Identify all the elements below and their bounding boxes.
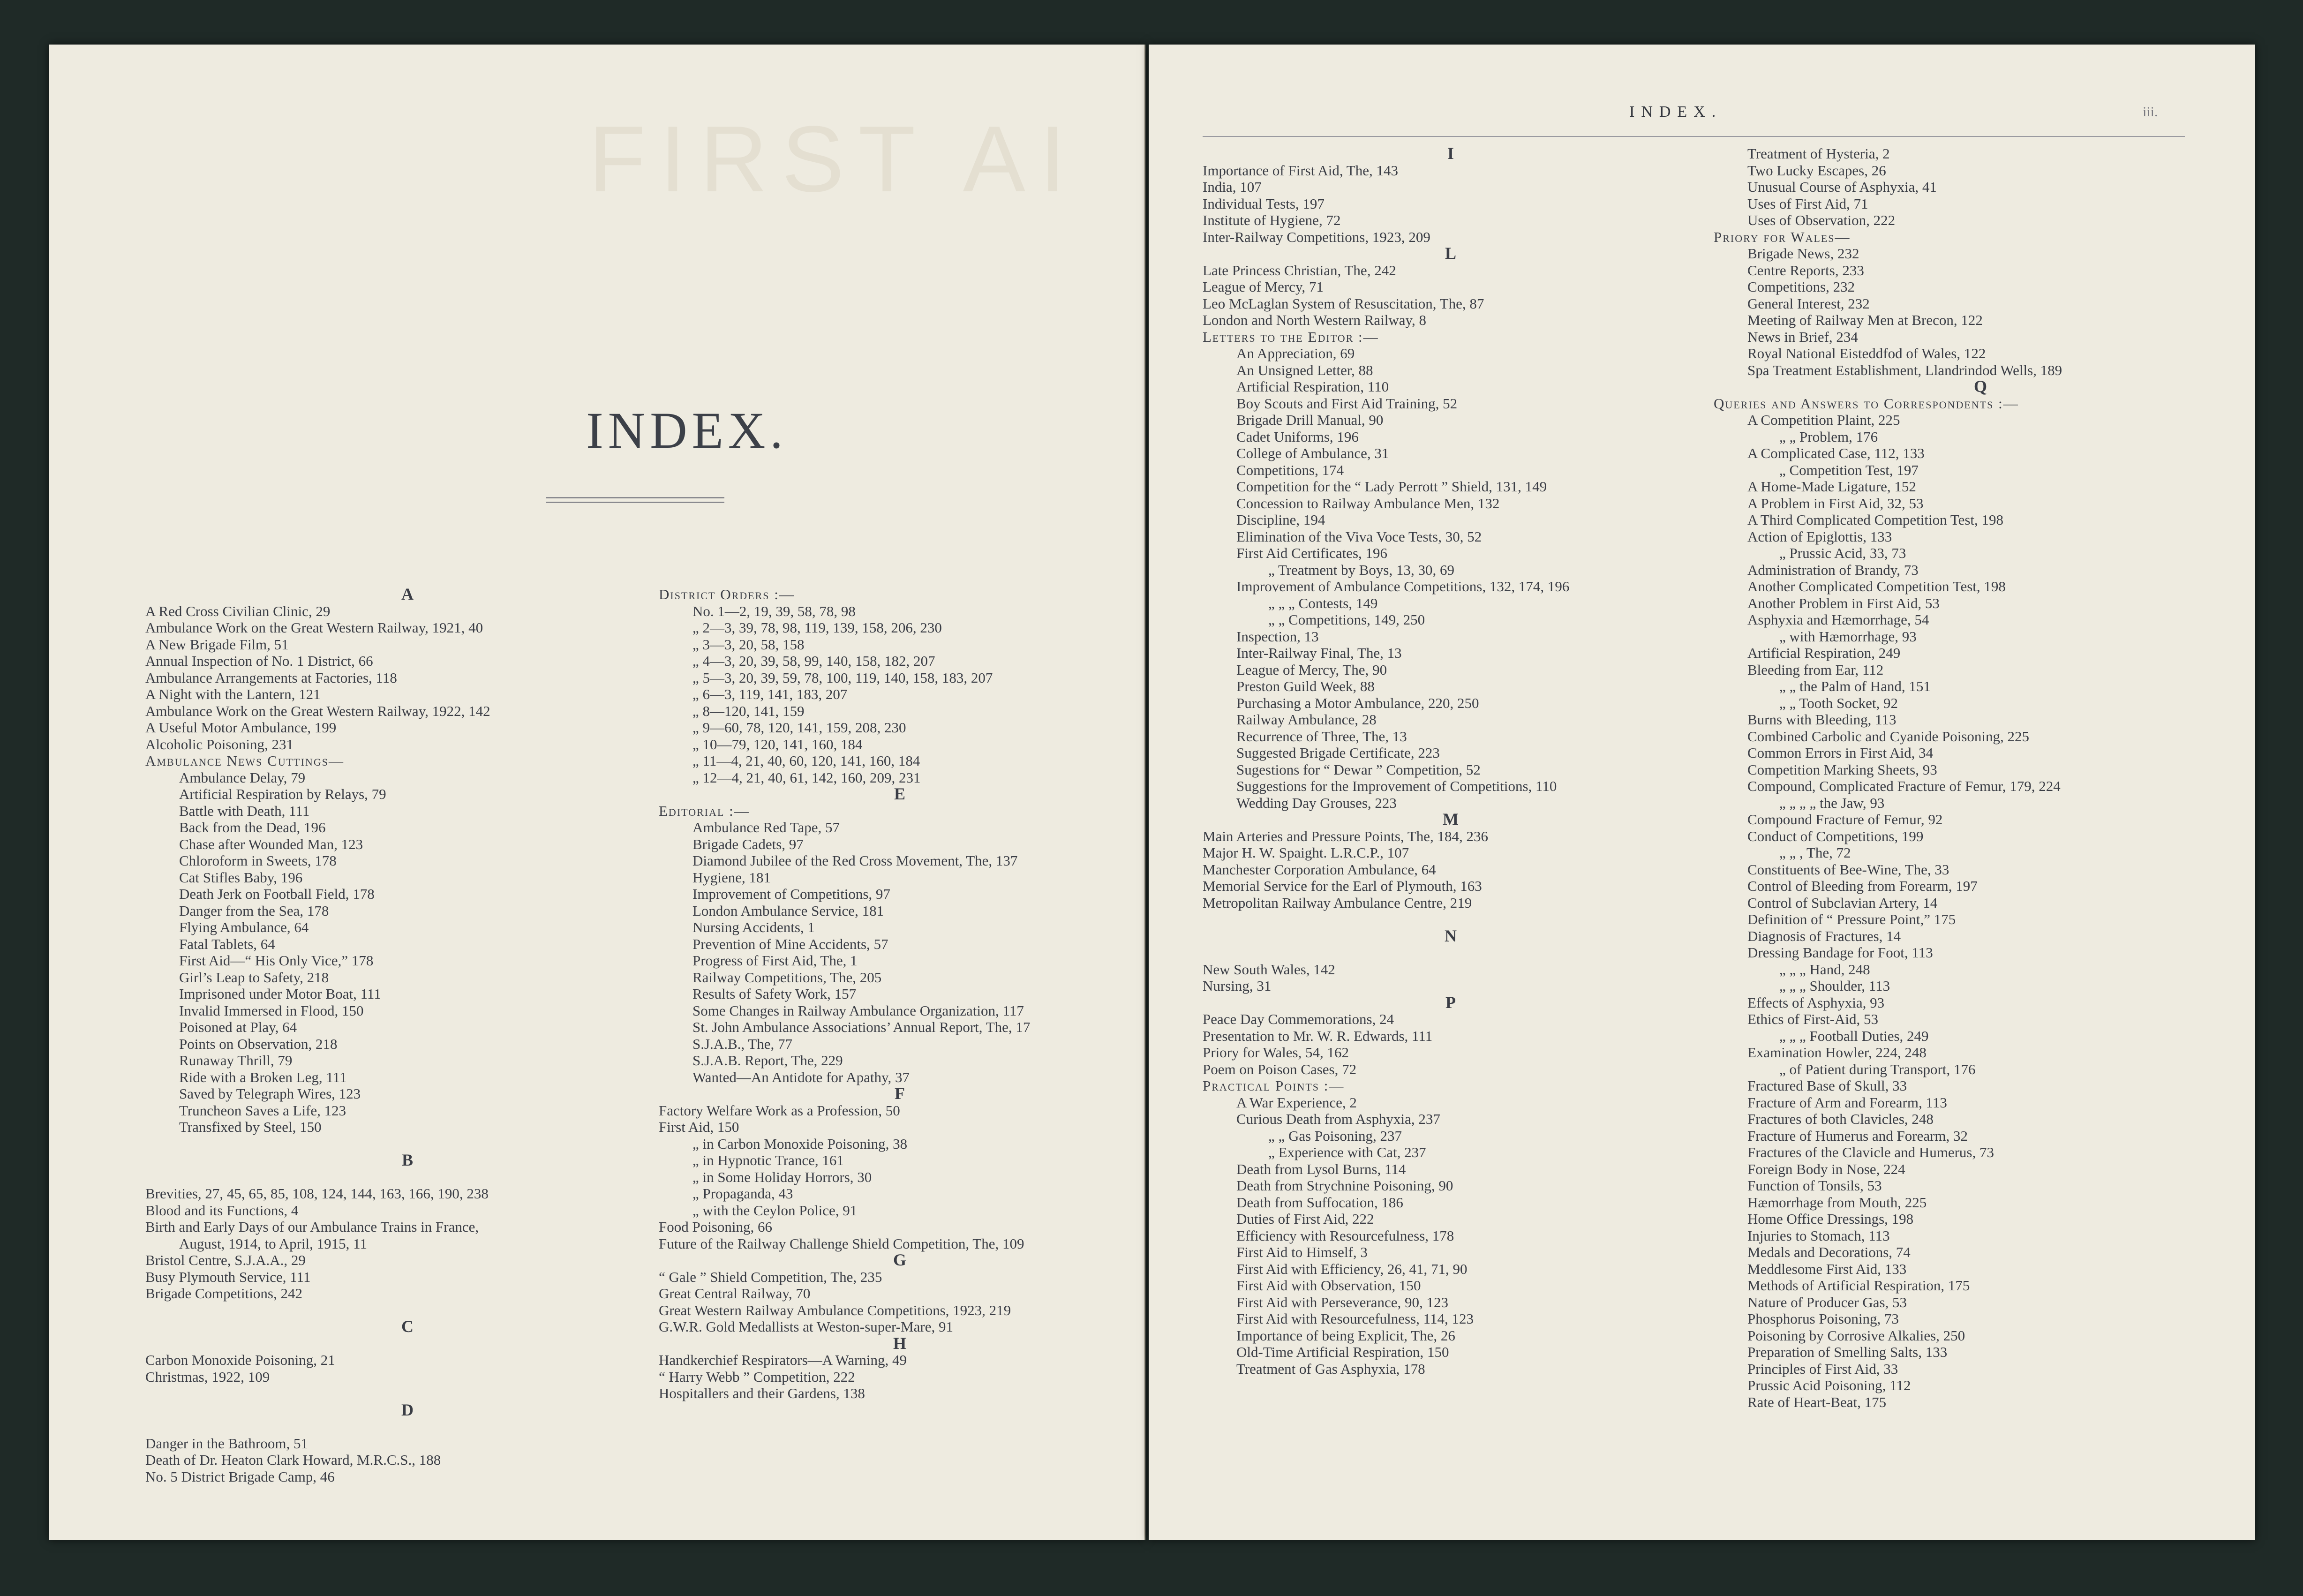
index-entry: „ in Hypnotic Trance, 161 bbox=[692, 1152, 844, 1168]
index-entry: „ 9—60, 78, 120, 141, 159, 208, 230 bbox=[692, 719, 906, 736]
index-entry: Diagnosis of Fractures, 14 bbox=[1747, 927, 1901, 944]
index-entry: Alcoholic Poisoning, 231 bbox=[145, 736, 294, 753]
section-letter: D bbox=[401, 1400, 414, 1419]
spacer bbox=[1203, 911, 1700, 928]
index-entry: Methods of Artificial Respiration, 175 bbox=[1747, 1277, 1970, 1294]
index-entry: Fracture of Arm and Forearm, 113 bbox=[1747, 1094, 1947, 1111]
index-entry: „ Competition Test, 197 bbox=[1779, 461, 1919, 478]
index-entry: „ 11—4, 21, 40, 60, 120, 141, 160, 184 bbox=[692, 753, 920, 769]
section-letter: L bbox=[1445, 244, 1457, 263]
index-entry: Principles of First Aid, 33 bbox=[1747, 1360, 1898, 1377]
index-entry: Injuries to Stomach, 113 bbox=[1747, 1227, 1890, 1244]
index-entry: A New Brigade Film, 51 bbox=[145, 636, 289, 653]
index-entry: Efficiency with Resourcefulness, 178 bbox=[1236, 1227, 1454, 1244]
index-entry: District Orders :— bbox=[659, 586, 795, 602]
index-entry: Results of Safety Work, 157 bbox=[692, 986, 857, 1002]
index-entry: S.J.A.B., The, 77 bbox=[692, 1035, 793, 1052]
index-entry: Bristol Centre, S.J.A.A., 29 bbox=[145, 1252, 306, 1268]
index-entry: Practical Points :— bbox=[1203, 1077, 1345, 1094]
index-entry: Concession to Railway Ambulance Men, 132 bbox=[1236, 495, 1500, 512]
index-entry: Nursing Accidents, 1 bbox=[692, 919, 815, 935]
page-number: iii. bbox=[2143, 104, 2158, 120]
index-entry: First Aid—“ His Only Vice,” 178 bbox=[179, 952, 374, 969]
index-entry: First Aid, 150 bbox=[659, 1119, 739, 1135]
index-entry: Importance of being Explicit, The, 26 bbox=[1236, 1327, 1455, 1344]
index-entry: Administration of Brandy, 73 bbox=[1747, 561, 1919, 578]
index-entry: Some Changes in Railway Ambulance Organization, 117 bbox=[692, 1002, 1024, 1019]
index-entry: „ „ Gas Poisoning, 237 bbox=[1268, 1127, 1402, 1144]
index-entry: A Night with the Lantern, 121 bbox=[145, 686, 321, 702]
index-entry: Blood and its Functions, 4 bbox=[145, 1202, 299, 1219]
index-entry: “ Gale ” Shield Competition, The, 235 bbox=[659, 1268, 882, 1285]
index-entry: Two Lucky Escapes, 26 bbox=[1747, 162, 1886, 179]
index-entry: London Ambulance Service, 181 bbox=[692, 902, 884, 919]
index-entry: Brigade Drill Manual, 90 bbox=[1236, 412, 1384, 428]
index-entry: Saved by Telegraph Wires, 123 bbox=[179, 1085, 361, 1102]
index-entry: College of Ambulance, 31 bbox=[1236, 445, 1389, 461]
index-entry: Death of Dr. Heaton Clark Howard, M.R.C.S., 188 bbox=[145, 1452, 441, 1468]
index-entry: Uses of First Aid, 71 bbox=[1747, 195, 1868, 212]
index-entry: Treatment of Hysteria, 2 bbox=[1747, 145, 1890, 162]
index-entry: Hygiene, 181 bbox=[692, 869, 771, 886]
index-entry: League of Mercy, The, 90 bbox=[1236, 661, 1387, 678]
index-entry: Spa Treatment Establishment, Llandrindod Wells, 189 bbox=[1747, 361, 2062, 378]
index-entry: Battle with Death, 111 bbox=[179, 802, 310, 819]
index-entry: Examination Howler, 224, 248 bbox=[1747, 1044, 1927, 1061]
index-entry: New South Wales, 142 bbox=[1203, 961, 1335, 978]
index-entry: Points on Observation, 218 bbox=[179, 1035, 338, 1052]
index-entry: Boy Scouts and First Aid Training, 52 bbox=[1236, 395, 1458, 412]
index-entry: An Appreciation, 69 bbox=[1236, 345, 1355, 361]
index-entry: „ „ Competitions, 149, 250 bbox=[1268, 611, 1425, 628]
index-entry: Meddlesome First Aid, 133 bbox=[1747, 1260, 1907, 1277]
index-entry: Suggested Brigade Certificate, 223 bbox=[1236, 745, 1440, 761]
spacer bbox=[145, 1418, 670, 1435]
index-entry: Factory Welfare Work as a Profession, 50 bbox=[659, 1102, 900, 1119]
index-entry: News in Brief, 234 bbox=[1747, 328, 1858, 345]
index-entry: Ride with a Broken Leg, 111 bbox=[179, 1069, 347, 1085]
index-entry: Progress of First Aid, The, 1 bbox=[692, 952, 858, 969]
index-entry: A Useful Motor Ambulance, 199 bbox=[145, 719, 337, 736]
index-entry: „ Propaganda, 43 bbox=[692, 1185, 793, 1202]
index-entry: Improvement of Competitions, 97 bbox=[692, 886, 890, 902]
show-through-ghost-text: FIRST AI bbox=[588, 107, 1080, 211]
index-entry: Wanted—An Antidote for Apathy, 37 bbox=[692, 1069, 910, 1085]
index-entry: India, 107 bbox=[1203, 179, 1262, 195]
index-entry: Railway Competitions, The, 205 bbox=[692, 969, 882, 986]
index-entry: Chloroform in Sweets, 178 bbox=[179, 852, 337, 869]
index-entry: London and North Western Railway, 8 bbox=[1203, 312, 1427, 328]
index-entry: Centre Reports, 233 bbox=[1747, 262, 1864, 279]
index-entry: „ in Carbon Monoxide Poisoning, 38 bbox=[692, 1135, 908, 1152]
index-entry: Sugestions for “ Dewar ” Competition, 52 bbox=[1236, 761, 1481, 778]
index-entry: Royal National Eisteddfod of Wales, 122 bbox=[1747, 345, 1986, 361]
index-entry: Artificial Respiration by Relays, 79 bbox=[179, 786, 386, 802]
section-letter: P bbox=[1445, 993, 1457, 1012]
index-entry: Death from Strychnine Poisoning, 90 bbox=[1236, 1177, 1453, 1194]
index-entry: August, 1914, to April, 1915, 11 bbox=[179, 1235, 368, 1252]
index-entry: Unusual Course of Asphyxia, 41 bbox=[1747, 179, 1937, 195]
index-entry: Cat Stifles Baby, 196 bbox=[179, 869, 303, 886]
index-entry: Busy Plymouth Service, 111 bbox=[145, 1268, 311, 1285]
section-letter: A bbox=[401, 585, 414, 603]
index-entry: Competition for the “ Lady Perrott ” Shield, 131, 149 bbox=[1236, 478, 1547, 495]
index-entry: „ „ „ Hand, 248 bbox=[1779, 961, 1870, 978]
index-entry: Control of Bleeding from Forearm, 197 bbox=[1747, 878, 1978, 894]
index-entry: Home Office Dressings, 198 bbox=[1747, 1211, 1914, 1227]
index-entry: “ Harry Webb ” Competition, 222 bbox=[659, 1368, 855, 1385]
index-entry: Runaway Thrill, 79 bbox=[179, 1052, 293, 1069]
index-entry: Ambulance Delay, 79 bbox=[179, 769, 306, 786]
index-entry: Great Central Railway, 70 bbox=[659, 1285, 811, 1302]
running-head: INDEX. bbox=[1629, 103, 1723, 120]
index-entry: „ Prussic Acid, 33, 73 bbox=[1779, 545, 1906, 561]
index-entry: A Home-Made Ligature, 152 bbox=[1747, 478, 1916, 495]
index-entry: No. 5 District Brigade Camp, 46 bbox=[145, 1468, 335, 1485]
index-entry: Major H. W. Spaight. L.R.C.P., 107 bbox=[1203, 844, 1409, 861]
index-entry: Transfixed by Steel, 150 bbox=[179, 1119, 322, 1135]
section-letter: I bbox=[1447, 144, 1455, 163]
index-column-2 bbox=[659, 586, 1142, 1402]
index-entry: Railway Ambulance, 28 bbox=[1236, 711, 1377, 728]
index-entry: Elimination of the Viva Voce Tests, 30, 52 bbox=[1236, 528, 1482, 545]
index-entry: Treatment of Gas Asphyxia, 178 bbox=[1236, 1360, 1425, 1377]
index-entry: Burns with Bleeding, 113 bbox=[1747, 711, 1897, 728]
index-entry: Purchasing a Motor Ambulance, 220, 250 bbox=[1236, 694, 1479, 711]
index-entry: Asphyxia and Hæmorrhage, 54 bbox=[1747, 611, 1929, 628]
title-rule-top bbox=[546, 497, 724, 498]
index-entry: Conduct of Competitions, 199 bbox=[1747, 828, 1924, 844]
index-entry: Ambulance Work on the Great Western Railway, 1921, 40 bbox=[145, 619, 483, 636]
index-entry: Common Errors in First Aid, 34 bbox=[1747, 745, 1934, 761]
index-entry: „ „ „ Shoulder, 113 bbox=[1779, 978, 1890, 994]
index-entry: „ „ „ Contests, 149 bbox=[1268, 595, 1378, 611]
index-entry: Ambulance Work on the Great Western Railway, 1922, 142 bbox=[145, 702, 490, 719]
index-entry: Phosphorus Poisoning, 73 bbox=[1747, 1310, 1899, 1327]
spacer bbox=[145, 1302, 670, 1319]
index-entry: Poem on Poison Cases, 72 bbox=[1203, 1061, 1357, 1077]
index-entry: Queries and Answers to Correspondents :— bbox=[1714, 395, 2019, 412]
index-entry: Wedding Day Grouses, 223 bbox=[1236, 794, 1397, 811]
index-entry: „ Experience with Cat, 237 bbox=[1268, 1144, 1426, 1160]
index-entry: Annual Inspection of No. 1 District, 66 bbox=[145, 653, 373, 669]
index-entry: Death from Suffocation, 186 bbox=[1236, 1194, 1403, 1211]
index-entry: Letters to the Editor :— bbox=[1203, 328, 1379, 345]
section-letter: H bbox=[893, 1333, 907, 1353]
index-entry: „ with Hæmorrhage, 93 bbox=[1779, 628, 1917, 645]
index-entry: Leo McLaglan System of Resuscitation, The, 87 bbox=[1203, 295, 1484, 312]
index-entry: General Interest, 232 bbox=[1747, 295, 1870, 312]
spacer bbox=[1203, 944, 1700, 961]
index-entry: Improvement of Ambulance Competitions, 132, 174, 196 bbox=[1236, 578, 1570, 595]
index-entry: Foreign Body in Nose, 224 bbox=[1747, 1160, 1905, 1177]
index-entry: „ „ Tooth Socket, 92 bbox=[1779, 694, 1898, 711]
index-entry: Danger in the Bathroom, 51 bbox=[145, 1435, 308, 1452]
index-entry: First Aid with Observation, 150 bbox=[1236, 1277, 1421, 1294]
index-entry: A Red Cross Civilian Clinic, 29 bbox=[145, 602, 331, 619]
section-letter: C bbox=[401, 1317, 414, 1336]
section-letter: N bbox=[1445, 926, 1458, 945]
index-entry: Imprisoned under Motor Boat, 111 bbox=[179, 986, 381, 1002]
index-entry: St. John Ambulance Associations’ Annual Report, The, 17 bbox=[692, 1019, 1031, 1035]
index-entry: „ in Some Holiday Horrors, 30 bbox=[692, 1168, 872, 1185]
index-entry: Medals and Decorations, 74 bbox=[1747, 1244, 1911, 1260]
index-entry: „ „ „ Football Duties, 249 bbox=[1779, 1027, 1929, 1044]
index-entry: Invalid Immersed in Flood, 150 bbox=[179, 1002, 364, 1019]
index-entry: Old-Time Artificial Respiration, 150 bbox=[1236, 1344, 1449, 1360]
index-entry: „ 8—120, 141, 159 bbox=[692, 702, 805, 719]
left-page bbox=[49, 45, 1145, 1540]
index-entry: Inter-Railway Competitions, 1923, 209 bbox=[1203, 228, 1430, 245]
index-entry: „ 2—3, 39, 78, 98, 119, 139, 158, 206, 230 bbox=[692, 619, 942, 636]
index-entry: Priory for Wales— bbox=[1714, 228, 1851, 245]
section-letter: Q bbox=[1973, 377, 1988, 396]
index-entry: Food Poisoning, 66 bbox=[659, 1219, 773, 1235]
index-entry: Action of Epiglottis, 133 bbox=[1747, 528, 1892, 545]
index-entry: „ 12—4, 21, 40, 61, 142, 160, 209, 231 bbox=[692, 769, 921, 786]
index-entry: Ambulance Arrangements at Factories, 118 bbox=[145, 669, 397, 686]
index-entry: Poisoned at Play, 64 bbox=[179, 1019, 297, 1035]
index-entry: Priory for Wales, 54, 162 bbox=[1203, 1044, 1349, 1061]
index-entry: Meeting of Railway Men at Brecon, 122 bbox=[1747, 312, 1983, 328]
index-entry: Duties of First Aid, 222 bbox=[1236, 1211, 1374, 1227]
index-entry: Handkerchief Respirators—A Warning, 49 bbox=[659, 1352, 907, 1368]
index-entry: Hospitallers and their Gardens, 138 bbox=[659, 1385, 865, 1401]
index-entry: Brigade Competitions, 242 bbox=[145, 1285, 302, 1302]
index-entry: Nature of Producer Gas, 53 bbox=[1747, 1294, 1907, 1310]
index-entry: Brigade News, 232 bbox=[1747, 245, 1859, 262]
index-entry: Another Complicated Competition Test, 198 bbox=[1747, 578, 2006, 595]
index-entry: Inter-Railway Final, The, 13 bbox=[1236, 645, 1402, 661]
index-entry: Artificial Respiration, 110 bbox=[1236, 378, 1389, 395]
index-entry: Hæmorrhage from Mouth, 225 bbox=[1747, 1194, 1927, 1211]
index-entry: „ „ the Palm of Hand, 151 bbox=[1779, 678, 1931, 694]
index-entry: Girl’s Leap to Safety, 218 bbox=[179, 969, 329, 986]
index-entry: A Complicated Case, 112, 133 bbox=[1747, 445, 1925, 461]
index-entry: Ambulance News Cuttings— bbox=[145, 753, 344, 769]
index-entry: Manchester Corporation Ambulance, 64 bbox=[1203, 861, 1436, 878]
index-entry: Dressing Bandage for Foot, 113 bbox=[1747, 944, 1933, 961]
index-entry: Diamond Jubilee of the Red Cross Movement, The, 137 bbox=[692, 852, 1018, 869]
index-entry: No. 1—2, 19, 39, 58, 78, 98 bbox=[692, 602, 856, 619]
index-entry: „ „ Problem, 176 bbox=[1779, 428, 1878, 445]
index-entry: Christmas, 1922, 109 bbox=[145, 1368, 270, 1385]
index-entry: Chase after Wounded Man, 123 bbox=[179, 836, 363, 852]
index-entry: Carbon Monoxide Poisoning, 21 bbox=[145, 1352, 335, 1368]
index-entry: Truncheon Saves a Life, 123 bbox=[179, 1102, 346, 1119]
index-entry: Bleeding from Ear, 112 bbox=[1747, 661, 1884, 678]
index-entry: Main Arteries and Pressure Points, The, 184, 236 bbox=[1203, 828, 1489, 844]
index-entry: Fracture of Humerus and Forearm, 32 bbox=[1747, 1127, 1968, 1144]
index-entry: A War Experience, 2 bbox=[1236, 1094, 1357, 1111]
spacer bbox=[145, 1385, 670, 1402]
index-entry: Constituents of Bee-Wine, The, 33 bbox=[1747, 861, 1949, 878]
index-entry: First Aid with Resourcefulness, 114, 123 bbox=[1236, 1310, 1474, 1327]
index-entry: Competition Marking Sheets, 93 bbox=[1747, 761, 1937, 778]
index-entry: Fractures of both Clavicles, 248 bbox=[1747, 1111, 1934, 1127]
index-entry: Editorial :— bbox=[659, 802, 750, 819]
index-entry: Poisoning by Corrosive Alkalies, 250 bbox=[1747, 1327, 1965, 1344]
right-page bbox=[1149, 45, 2255, 1540]
index-entry: Another Problem in First Aid, 53 bbox=[1747, 595, 1940, 611]
index-entry: Prevention of Mine Accidents, 57 bbox=[692, 935, 888, 952]
index-entry: Back from the Dead, 196 bbox=[179, 819, 326, 836]
index-entry: Effects of Asphyxia, 93 bbox=[1747, 994, 1885, 1011]
index-entry: „ 5—3, 20, 39, 59, 78, 100, 119, 140, 158, 183, 207 bbox=[692, 669, 993, 686]
index-column-3 bbox=[1203, 145, 1700, 1377]
index-entry: First Aid Certificates, 196 bbox=[1236, 545, 1388, 561]
index-entry: Nursing, 31 bbox=[1203, 978, 1272, 994]
spacer bbox=[145, 1136, 670, 1152]
index-entry: First Aid to Himself, 3 bbox=[1236, 1244, 1368, 1260]
index-entry: Death Jerk on Football Field, 178 bbox=[179, 886, 375, 902]
section-letter: F bbox=[895, 1084, 906, 1103]
index-column-4 bbox=[1714, 145, 2248, 1410]
index-entry: Metropolitan Railway Ambulance Centre, 219 bbox=[1203, 894, 1472, 911]
index-entry: „ „ „ „ the Jaw, 93 bbox=[1779, 794, 1885, 811]
index-entry: Individual Tests, 197 bbox=[1203, 195, 1325, 212]
index-entry: Late Princess Christian, The, 242 bbox=[1203, 262, 1396, 279]
index-entry: „ of Patient during Transport, 176 bbox=[1779, 1061, 1976, 1077]
index-entry: Birth and Early Days of our Ambulance Trains in France, bbox=[145, 1219, 479, 1235]
index-entry: Control of Subclavian Artery, 14 bbox=[1747, 894, 1938, 911]
index-entry: Compound Fracture of Femur, 92 bbox=[1747, 811, 1943, 828]
index-entry: Fractured Base of Skull, 33 bbox=[1747, 1077, 1907, 1094]
index-entry: Combined Carbolic and Cyanide Poisoning, 225 bbox=[1747, 728, 2030, 745]
index-entry: Definition of “ Pressure Point,” 175 bbox=[1747, 911, 1956, 927]
index-entry: Importance of First Aid, The, 143 bbox=[1203, 162, 1399, 179]
index-entry: „ 3—3, 20, 58, 158 bbox=[692, 636, 805, 653]
spacer bbox=[145, 1169, 670, 1186]
index-entry: League of Mercy, 71 bbox=[1203, 279, 1324, 295]
index-entry: Inspection, 13 bbox=[1236, 628, 1319, 645]
title-rule-bottom bbox=[546, 502, 724, 503]
index-entry: Institute of Hygiene, 72 bbox=[1203, 212, 1341, 228]
index-entry: Preparation of Smelling Salts, 133 bbox=[1747, 1344, 1948, 1360]
header-rule bbox=[1203, 136, 2185, 137]
index-entry: Compound, Complicated Fracture of Femur, 179, 224 bbox=[1747, 778, 2061, 794]
index-entry: G.W.R. Gold Medallists at Weston-super-Mare, 91 bbox=[659, 1318, 953, 1335]
index-entry: Fractures of the Clavicle and Humerus, 73 bbox=[1747, 1144, 1994, 1160]
section-letter: G bbox=[893, 1250, 907, 1269]
index-entry: A Problem in First Aid, 32, 53 bbox=[1747, 495, 1924, 512]
index-entry: Uses of Observation, 222 bbox=[1747, 212, 1896, 228]
spacer bbox=[145, 1335, 670, 1352]
index-entry: Presentation to Mr. W. R. Edwards, 111 bbox=[1203, 1027, 1433, 1044]
index-entry: „ „ , The, 72 bbox=[1779, 844, 1851, 861]
index-entry: Fatal Tablets, 64 bbox=[179, 935, 275, 952]
index-entry: Cadet Uniforms, 196 bbox=[1236, 428, 1359, 445]
index-entry: Flying Ambulance, 64 bbox=[179, 919, 309, 935]
index-entry: Ambulance Red Tape, 57 bbox=[692, 819, 840, 836]
index-entry: Future of the Railway Challenge Shield Competition, The, 109 bbox=[659, 1235, 1024, 1252]
index-entry: Competitions, 174 bbox=[1236, 461, 1344, 478]
index-entry: „ 6—3, 119, 141, 183, 207 bbox=[692, 686, 848, 702]
index-column-1 bbox=[145, 586, 670, 1485]
index-entry: An Unsigned Letter, 88 bbox=[1236, 361, 1373, 378]
index-entry: „ with the Ceylon Police, 91 bbox=[692, 1202, 858, 1219]
index-entry: First Aid with Efficiency, 26, 41, 71, 90 bbox=[1236, 1260, 1468, 1277]
index-entry: Discipline, 194 bbox=[1236, 512, 1325, 528]
index-entry: Prussic Acid Poisoning, 112 bbox=[1747, 1377, 1911, 1393]
index-entry: A Third Complicated Competition Test, 198 bbox=[1747, 512, 2004, 528]
index-entry: Ethics of First-Aid, 53 bbox=[1747, 1011, 1878, 1027]
index-entry: Suggestions for the Improvement of Competitions, 110 bbox=[1236, 778, 1557, 794]
index-entry: S.J.A.B. Report, The, 229 bbox=[692, 1052, 843, 1069]
index-entry: Peace Day Commemorations, 24 bbox=[1203, 1011, 1394, 1027]
index-entry: „ Treatment by Boys, 13, 30, 69 bbox=[1268, 561, 1454, 578]
index-entry: „ 10—79, 120, 141, 160, 184 bbox=[692, 736, 863, 753]
index-entry: Death from Lysol Burns, 114 bbox=[1236, 1160, 1406, 1177]
index-entry: Great Western Railway Ambulance Competitions, 1923, 219 bbox=[659, 1302, 1011, 1318]
index-entry: Competitions, 232 bbox=[1747, 279, 1855, 295]
index-entry: Danger from the Sea, 178 bbox=[179, 902, 329, 919]
section-letter: B bbox=[401, 1151, 414, 1169]
index-entry: Memorial Service for the Earl of Plymouth, 163 bbox=[1203, 878, 1482, 894]
index-entry: A Competition Plaint, 225 bbox=[1747, 412, 1900, 428]
page-title: INDEX. bbox=[586, 402, 788, 459]
index-entry: Preston Guild Week, 88 bbox=[1236, 678, 1375, 694]
index-entry: Brevities, 27, 45, 65, 85, 108, 124, 144, 163, 166, 190, 238 bbox=[145, 1185, 489, 1202]
index-entry: Curious Death from Asphyxia, 237 bbox=[1236, 1111, 1440, 1127]
index-entry: Brigade Cadets, 97 bbox=[692, 836, 804, 852]
section-letter: E bbox=[894, 784, 906, 803]
index-entry: Recurrence of Three, The, 13 bbox=[1236, 728, 1407, 745]
index-entry: Artificial Respiration, 249 bbox=[1747, 645, 1901, 661]
index-entry: Function of Tonsils, 53 bbox=[1747, 1177, 1882, 1194]
index-entry: First Aid with Perseverance, 90, 123 bbox=[1236, 1294, 1449, 1310]
index-entry: „ 4—3, 20, 39, 58, 99, 140, 158, 182, 207 bbox=[692, 653, 935, 669]
section-letter: M bbox=[1443, 810, 1460, 828]
index-entry: Rate of Heart-Beat, 175 bbox=[1747, 1393, 1887, 1410]
